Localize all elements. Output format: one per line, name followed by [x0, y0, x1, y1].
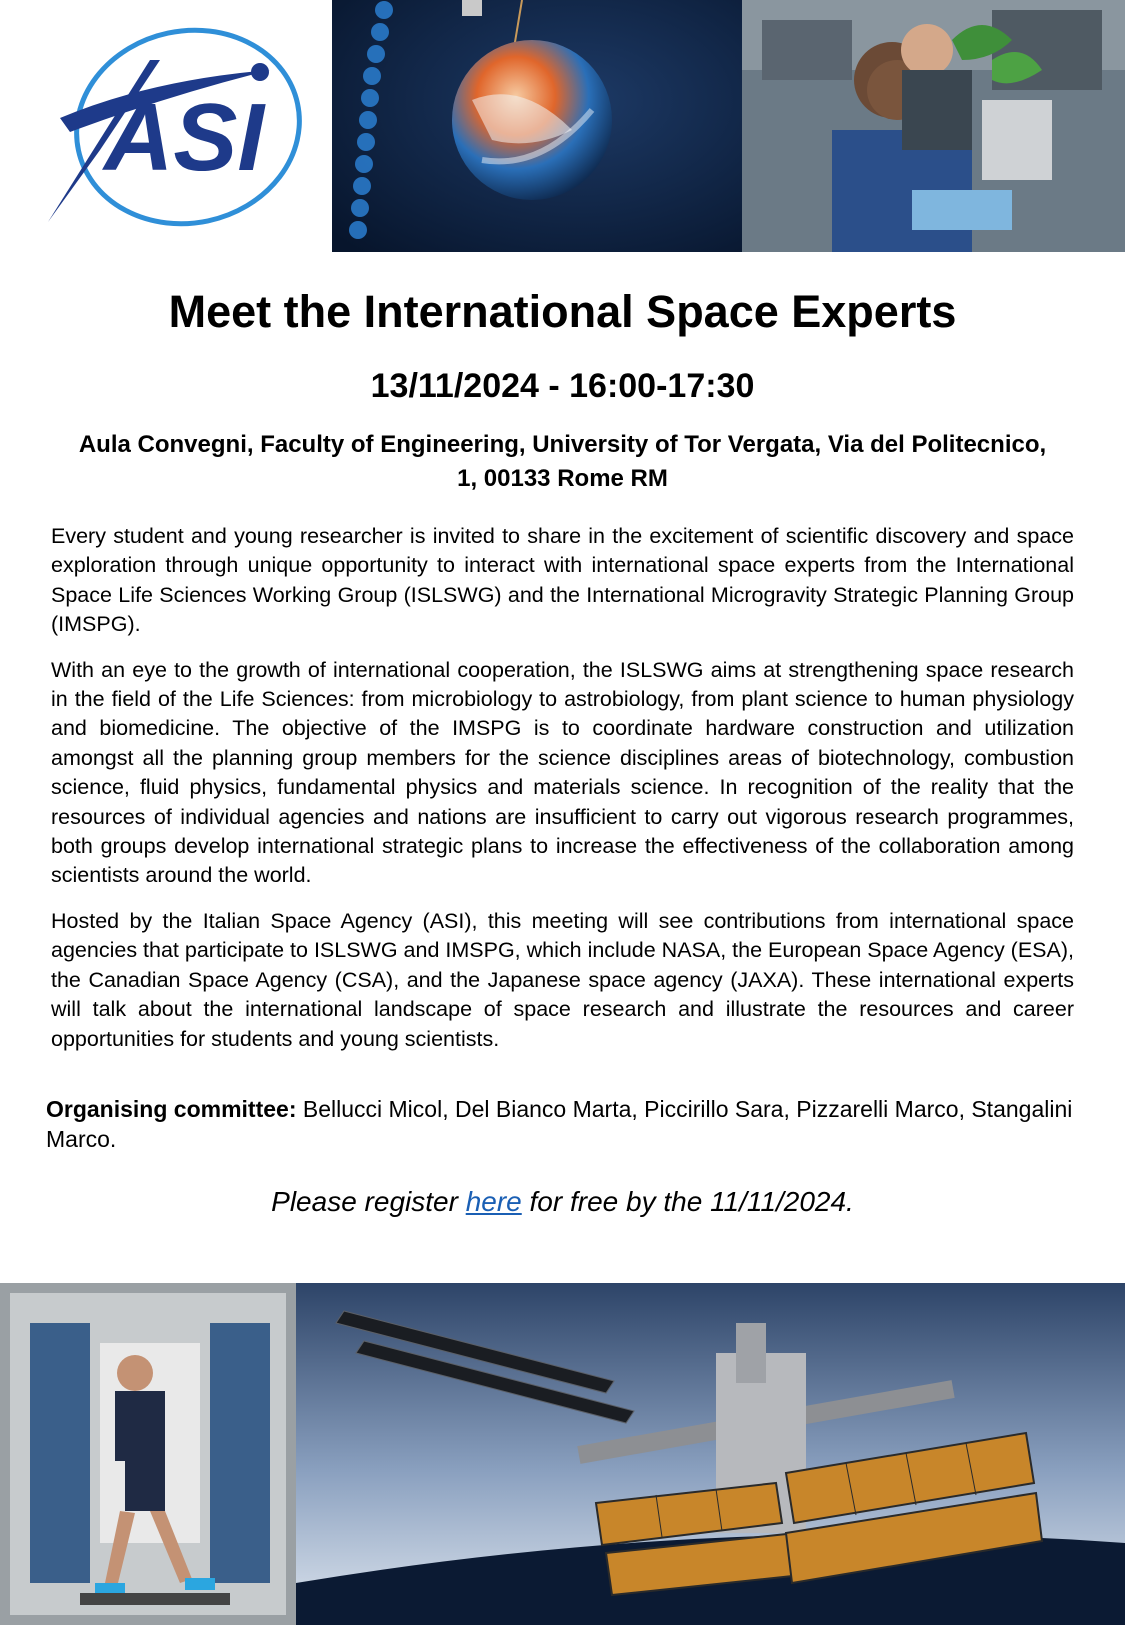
top-banner [0, 0, 1125, 252]
paragraph: With an eye to the growth of international cooperation, the ISLSWG aims at strengthening space research in the field of the Life Sciences: from microbiology to astrobiology, from plant science to human physiology and biomedicine. The objective of the IMSPG is to coordinate hardware construction and utilization amongst all the planning group members for the science disciplines areas of biotechnology, combustion science, fluid physics, fundamental physics and materials science. In recognition of the reality that the resources of individual agencies and nations are insufficient to carry out vigorous research programmes, both groups develop international strategic plans to increase the effectiveness of the collaboration among scientists around the world. [51, 657, 1074, 888]
paragraph: Every student and young researcher is invited to share in the excitement of scientific discovery and space exploration through unique opportunity to interact with international space experts from the International Space Life Sciences Working Group (ISLSWG) and the International Microgravity Strategic Planning Group (IMSPG). [51, 524, 1074, 637]
register-suffix: for free by the 11/11/2024. [521, 1186, 854, 1217]
description [51, 522, 1074, 1070]
register-prefix: Please register [271, 1186, 466, 1217]
event-datetime: 13/11/2024 - 16:00-17:30 [370, 367, 755, 405]
iss-photo [296, 1283, 1125, 1625]
treadmill-photo [0, 1283, 296, 1625]
asi-logo [0, 0, 332, 252]
committee-members: Bellucci Micol, Del Bianco Marta, Piccirillo Sara, Pizzarelli Marco, Stangalini Marco. [46, 1096, 1073, 1152]
register-line [0, 1184, 1125, 1220]
organising-committee [46, 1094, 1076, 1154]
logo-text: ASI [104, 84, 265, 191]
lab-photo [742, 0, 1125, 252]
register-link[interactable]: here [465, 1186, 522, 1217]
event-title: Meet the International Space Experts [168, 286, 957, 337]
committee-label: Organising committee: [46, 1096, 297, 1122]
event-venue: Aula Convegni, Faculty of Engineering, University of Tor Vergata, Via del Politecnico, 1, 00133 Rome RM [78, 431, 1047, 492]
marble-photo [332, 0, 742, 252]
paragraph: Hosted by the Italian Space Agency (ASI), this meeting will see contributions from international space agencies that participate to ISLSWG and IMSPG, which include NASA, the European Space Agency (ESA), the Canadian Space Agency (CSA), and the Japanese space agency (JAXA). These international experts will talk about the international landscape of space research and illustrate the resources and career opportunities for students and young scientists. [51, 908, 1074, 1051]
asi-logo-icon [0, 0, 332, 252]
